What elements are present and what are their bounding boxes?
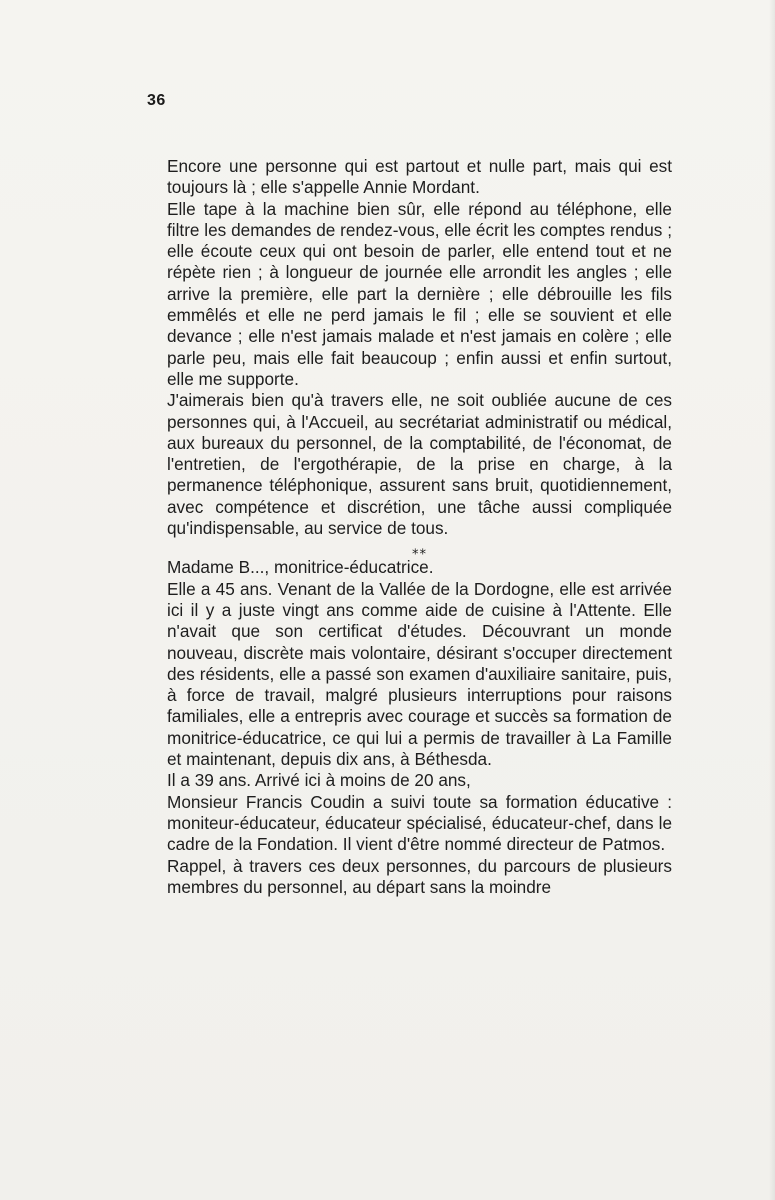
separator-asterisks: ⁎⁎: [412, 542, 427, 558]
paragraph-madame-b-bio: Elle a 45 ans. Venant de la Vallée de la Dordogne, elle est arrivée ici il y a juste vingt ans comme aide de cuisine à l'Attente. Elle n'avait que son certificat d'études. Découvrant un monde nouveau, discrète mais volontaire, désirant s'occuper directement des résidents, elle a passé son examen d'auxiliaire sanitaire, puis, à force de travail, malgré plusieurs interruptions pour raisons familiales, elle a entrepris avec courage et succès sa formation de monitrice-éducatrice, ce qui lui a permis de travailler à La Famille et maintenant, depuis dix ans, à Béthesda.: [167, 578, 672, 770]
page-edge-shadow: [769, 0, 775, 1200]
paragraph-madame-b-title: Madame B..., monitrice-éducatrice.: [167, 557, 434, 578]
paragraph-annie-duties: Elle tape à la machine bien sûr, elle répond au téléphone, elle filtre les demandes de rendez-vous, elle écrit les comptes rendus ; elle écoute ceux qui ont besoin de parler, elle entend tout et ne répète rien ; à longueur de journée elle arrondit les angles ; elle arrive la première, elle part la dernière ; elle débrouille les fils emmêlés et elle ne perd jamais le fil ; elle se souvient et elle devance ; elle n'est jamais malade et n'est jamais en colère ; elle parle peu, mais elle fait beaucoup ; enfin aussi et enfin surtout, elle me supporte.: [167, 198, 672, 389]
paragraph-rappel: Rappel, à travers ces deux personnes, du parcours de plusieurs membres du personnel, au départ sans la moindre: [167, 855, 672, 897]
paragraph-staff-tribute: J'aimerais bien qu'à travers elle, ne soit oubliée aucune de ces personnes qui, à l'Accueil, au secrétariat administratif ou médical, aux bureaux du personnel, de la comptabilité, de l'économat, de l'entretien, de l'ergothérapie, de la prise en charge, à la permanence téléphonique, assurent sans bruit, quotidiennement, avec compétence et discrétion, une tâche aussi compliquée qu'indispensable, au service de tous.: [167, 390, 672, 539]
paragraph-annie-intro: Encore une personne qui est partout et nulle part, mais qui est toujours là ; elle s'appelle Annie Mordant.: [167, 156, 672, 198]
body-text: [167, 156, 672, 898]
paragraph-francis-bio: Monsieur Francis Coudin a suivi toute sa formation éducative : moniteur-éducateur, éducateur spécialisé, éducateur-chef, dans le cadre de la Fondation. Il vient d'être nommé directeur de Patmos.: [167, 791, 672, 855]
page-number: 36: [147, 92, 166, 109]
paragraph-francis-age: Il a 39 ans. Arrivé ici à moins de 20 ans,: [167, 770, 471, 791]
